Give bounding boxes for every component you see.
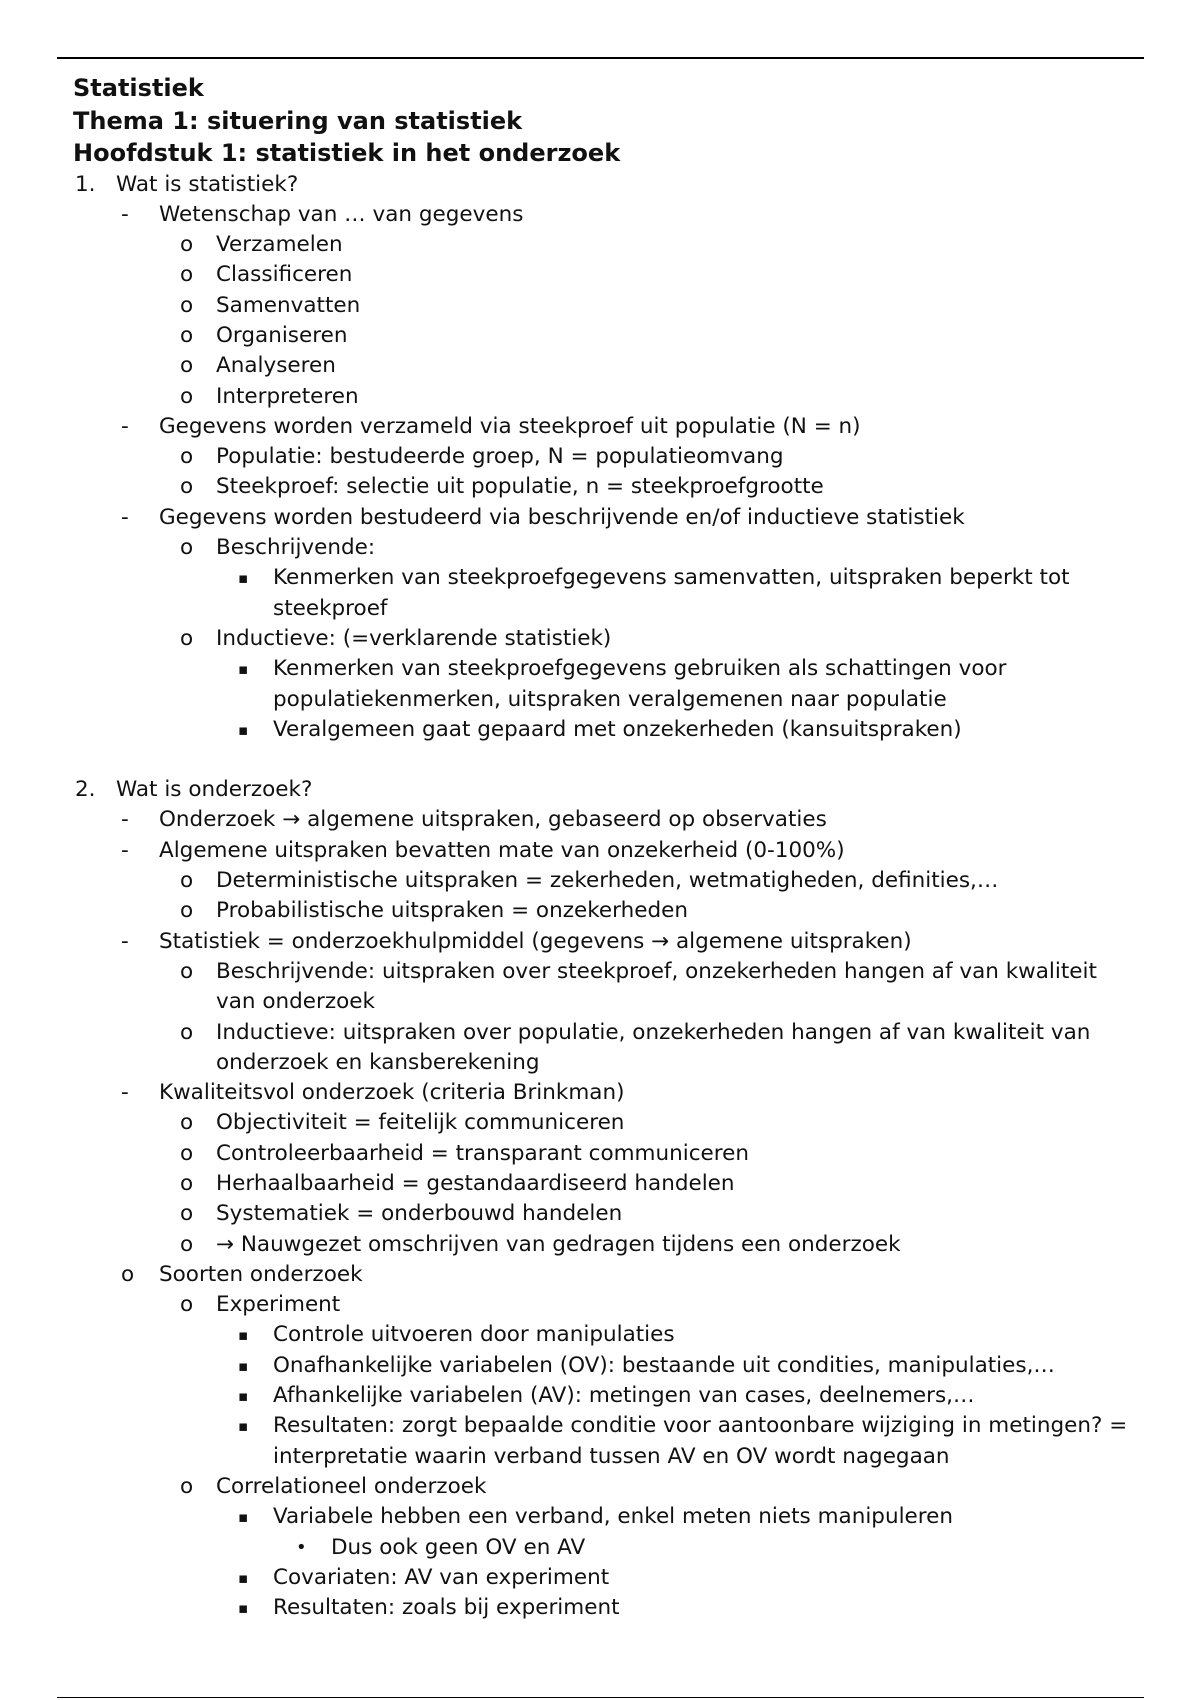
list-item (73, 1018, 1143, 1079)
list-item-text: Inductieve: uitspraken over populatie, onzekerheden hangen af van kwaliteit van onderzoek en kansberekening (216, 1019, 1091, 1075)
list-item (73, 957, 1143, 1018)
list-item-text: Afhankelijke variabelen (AV): metingen van cases, deelnemers,… (273, 1383, 975, 1409)
list-marker: ▪ (238, 1326, 249, 1345)
list-item (73, 1472, 1143, 1502)
list-item-text: Algemene uitspraken bevatten mate van onzekerheid (0-100%) (159, 837, 845, 863)
list-item (73, 1381, 1143, 1411)
list-marker: - (121, 928, 129, 954)
list-item (73, 472, 1143, 502)
list-marker: o (180, 1140, 194, 1166)
list-item-text: Deterministische uitspraken = zekerheden, wetmatigheden, definities,… (216, 868, 999, 894)
list-marker: - (121, 413, 129, 439)
list-marker: o (180, 625, 194, 651)
list-item-text: → Nauwgezet omschrijven van gedragen tijdens een onderzoek (216, 1231, 901, 1257)
list-item-text: Kenmerken van steekproefgegevens samenvatten, uitspraken beperkt tot steekproef (273, 565, 1070, 621)
list-marker: o (180, 383, 194, 409)
list-marker: o (180, 1473, 194, 1499)
chapter-heading: Hoofdstuk 1: statistiek in het onderzoek (73, 139, 621, 167)
list-item-text: Kenmerken van steekproefgegevens gebruiken als schattingen voor populatiekenmerken, uitspraken veralgemenen naar populatie (273, 656, 1007, 712)
list-item-text: Experiment (216, 1292, 341, 1318)
list-item (73, 836, 1143, 866)
list-item (73, 563, 1143, 624)
list-item (73, 351, 1143, 381)
section-gap (73, 745, 1143, 775)
list-item (73, 1411, 1143, 1472)
list-item-text: Populatie: bestudeerde groep, N = populatieomvang (216, 444, 784, 470)
list-marker: - (121, 1080, 129, 1106)
list-item-text: Covariaten: AV van experiment (273, 1564, 610, 1590)
numbered-heading-item (73, 170, 1143, 200)
bottom-rule (57, 1697, 1144, 1698)
list-item-text: Beschrijvende: (216, 535, 376, 561)
list-marker: 2. (75, 777, 96, 803)
list-item-text: Systematiek = onderbouwd handelen (216, 1201, 623, 1227)
list-marker: - (121, 504, 129, 530)
list-marker: o (180, 958, 194, 984)
list-marker: 1. (75, 171, 96, 197)
theme-heading: Thema 1: situering van statistiek (73, 106, 523, 135)
numbered-heading-item (73, 775, 1143, 805)
list-marker: o (180, 898, 194, 924)
list-item (73, 624, 1143, 654)
list-item-text: Herhaalbaarheid = gestandaardiseerd handelen (216, 1171, 735, 1196)
list-item-text: Wat is statistiek? (116, 171, 299, 197)
document-page (73, 72, 1143, 1623)
list-item-text: Probabilistische uitspraken = onzekerheden (216, 898, 688, 924)
list-item (73, 230, 1143, 260)
list-item (73, 1533, 1143, 1563)
list-item (73, 1230, 1143, 1260)
list-marker: o (180, 322, 194, 348)
list-marker: o (180, 1201, 194, 1227)
list-item-text: Wat is onderzoek? (116, 777, 313, 803)
list-item-text: Objectiviteit = feitelijk communiceren (216, 1110, 625, 1136)
list-item-text: Verzamelen (216, 232, 343, 258)
list-item (73, 321, 1143, 351)
list-item-text: Classificeren (216, 262, 353, 288)
list-marker: ▪ (238, 569, 249, 588)
list-item-text: Veralgemeen gaat gepaard met onzekerheden (kansuitspraken) (273, 716, 962, 742)
list-marker: ▪ (238, 1599, 249, 1618)
list-marker: o (180, 1231, 194, 1257)
list-item-text: Organiseren (216, 322, 348, 348)
list-item (73, 1502, 1143, 1532)
list-marker: o (180, 292, 194, 318)
list-item (73, 654, 1143, 715)
list-item (73, 260, 1143, 290)
list-marker: o (121, 1261, 135, 1287)
list-marker: o (180, 474, 194, 500)
list-item (73, 533, 1143, 563)
list-item (73, 291, 1143, 321)
list-item (73, 1260, 1143, 1290)
list-marker: ▪ (238, 1356, 249, 1375)
list-item (73, 715, 1143, 745)
list-item-text: Onderzoek → algemene uitspraken, gebaseerd op observaties (159, 807, 827, 833)
list-item (73, 1320, 1143, 1350)
list-marker: o (180, 868, 194, 894)
list-item-text: Inductieve: (=verklarende statistiek) (216, 625, 612, 651)
list-item-text: Beschrijvende: uitspraken over steekproef, onzekerheden hangen af van kwaliteit van onderzoek (216, 958, 1097, 1015)
list-marker: o (180, 353, 194, 379)
list-item-text: Variabele hebben een verband, enkel meten niets manipuleren (273, 1504, 953, 1530)
list-item (73, 866, 1143, 896)
list-item (73, 200, 1143, 230)
list-item-text: Statistiek = onderzoekhulpmiddel (gegevens → algemene uitspraken) (159, 928, 912, 954)
list-marker: o (180, 444, 194, 470)
list-marker: o (180, 262, 194, 288)
list-item-text: Soorten onderzoek (159, 1261, 363, 1287)
list-marker: - (121, 837, 129, 863)
list-item-text: Gegevens worden verzameld via steekproef uit populatie (N = n) (159, 413, 861, 439)
list-item (73, 1078, 1143, 1108)
list-item (73, 1199, 1143, 1229)
list-item-text: Resultaten: zoals bij experiment (273, 1595, 620, 1621)
list-item (73, 1290, 1143, 1320)
list-marker: ▪ (238, 660, 249, 679)
list-item-text: Dus ook geen OV en AV (331, 1534, 586, 1560)
document-title: Statistiek (73, 74, 204, 102)
list-marker: o (180, 232, 194, 258)
list-item-text: Interpreteren (216, 383, 359, 409)
list-marker: o (180, 1019, 194, 1045)
list-item-text: Gegevens worden bestudeerd via beschrijvende en/of inductieve statistiek (159, 504, 965, 530)
list-marker: o (180, 1292, 194, 1318)
list-item-text: Wetenschap van … van gegevens (159, 201, 524, 227)
list-item (73, 1351, 1143, 1381)
list-item-text: Controleerbaarheid = transparant communiceren (216, 1140, 749, 1166)
list-item (73, 1563, 1143, 1593)
list-marker: o (180, 535, 194, 561)
list-marker: ▪ (238, 1508, 249, 1527)
list-marker: - (121, 807, 129, 833)
list-marker: • (296, 1536, 307, 1558)
list-item-text: Controle uitvoeren door manipulaties (273, 1322, 675, 1348)
list-marker: ▪ (238, 1417, 249, 1436)
list-item (73, 382, 1143, 412)
list-item (73, 442, 1143, 472)
list-item (73, 896, 1143, 926)
list-item (73, 805, 1143, 835)
list-item (73, 1108, 1143, 1138)
list-marker: ▪ (238, 1568, 249, 1587)
list-item (73, 1593, 1143, 1623)
outline-body (73, 170, 1143, 1624)
list-item-text: Analyseren (216, 353, 336, 379)
list-item-text: Samenvatten (216, 292, 361, 318)
list-item (73, 412, 1143, 442)
list-item (73, 503, 1143, 533)
list-marker: ▪ (238, 720, 249, 739)
list-item-text: Kwaliteitsvol onderzoek (criteria Brinkman) (159, 1080, 625, 1106)
list-item-text: Onafhankelijke variabelen (OV): bestaande uit condities, manipulaties,… (273, 1352, 1055, 1378)
list-item-text: Steekproef: selectie uit populatie, n = steekproefgrootte (216, 474, 824, 500)
top-rule (57, 57, 1144, 59)
list-marker: - (121, 201, 129, 227)
list-marker: o (180, 1171, 194, 1196)
list-marker: ▪ (238, 1387, 249, 1406)
list-item (73, 927, 1143, 957)
list-item (73, 1139, 1143, 1169)
list-marker: o (180, 1110, 194, 1136)
list-item (73, 1169, 1143, 1199)
list-item-text: Correlationeel onderzoek (216, 1473, 487, 1499)
list-item-text: Resultaten: zorgt bepaalde conditie voor aantoonbare wijziging in metingen? = interpretatie waarin verband tussen AV en OV wordt nagegaan (273, 1413, 1128, 1469)
